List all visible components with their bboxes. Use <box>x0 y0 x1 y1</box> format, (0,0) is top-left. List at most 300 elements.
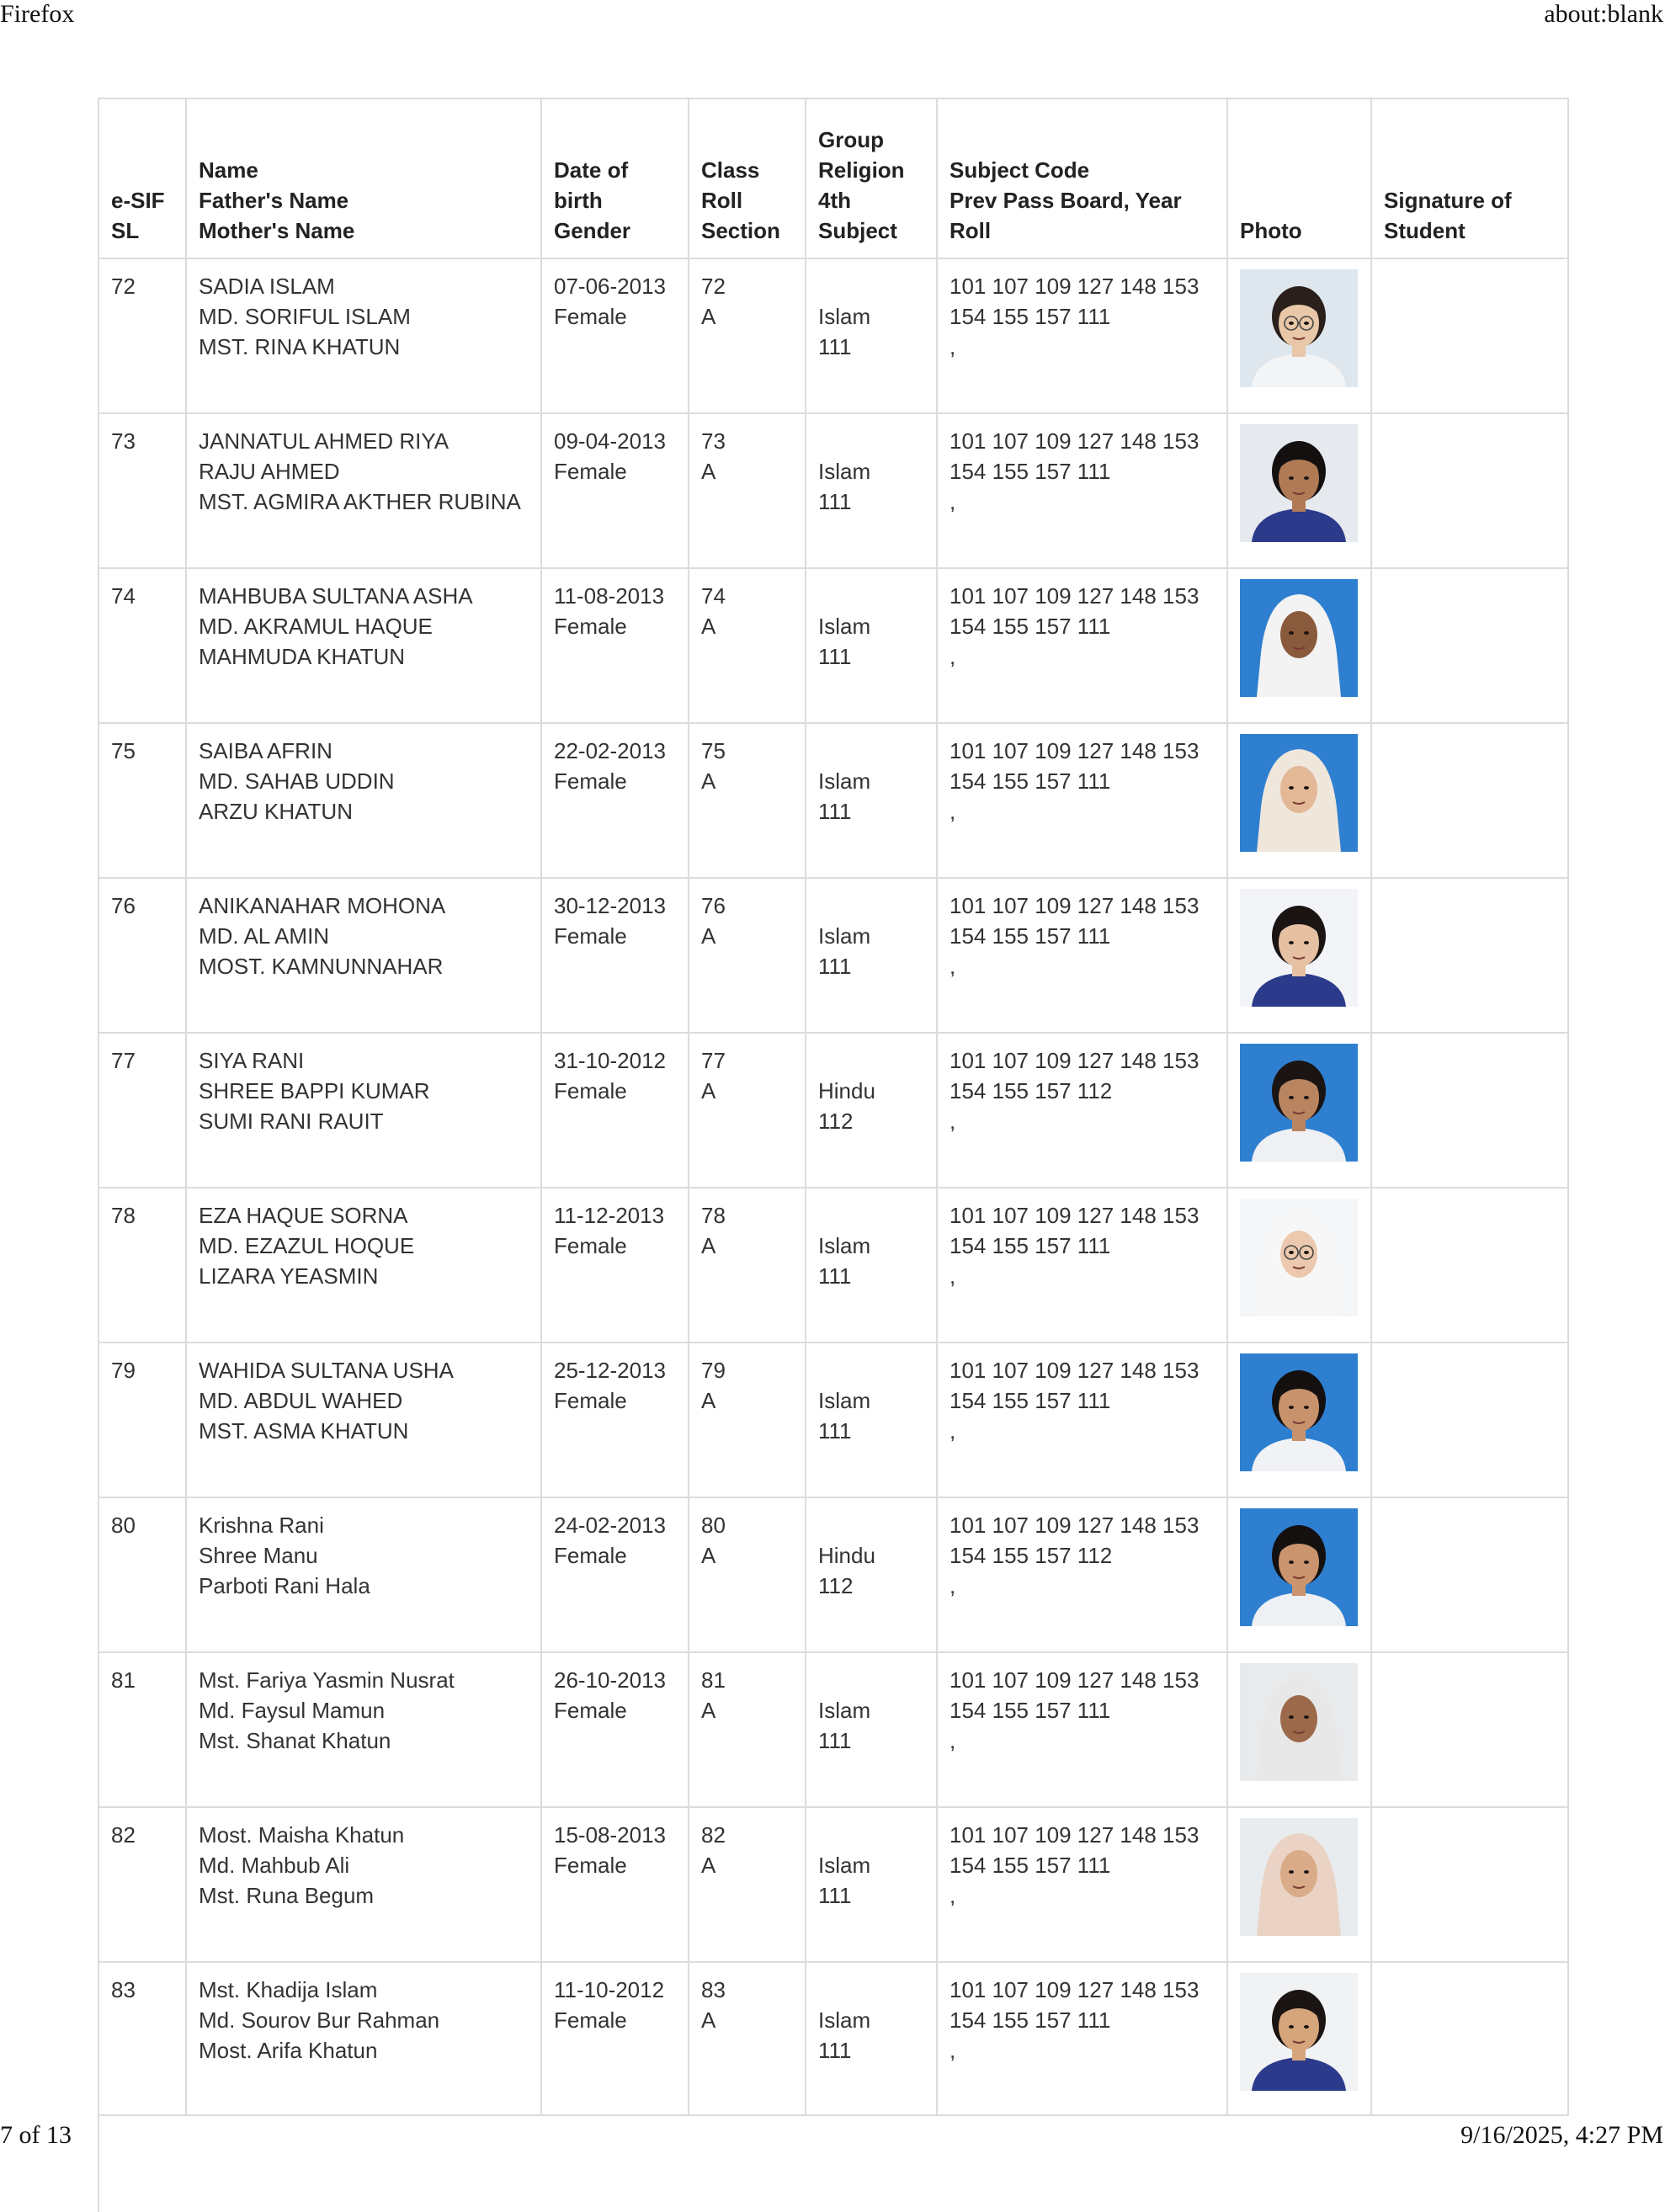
student-photo <box>1240 269 1358 387</box>
cell-subject-codes <box>937 258 1227 413</box>
header-subject: Subject Code Prev Pass Board, Year Roll <box>937 98 1227 258</box>
gender: Female <box>554 1388 627 1413</box>
father-name: SHREE BAPPI KUMAR <box>199 1078 430 1103</box>
class-roll: 74 <box>701 583 726 609</box>
student-name: JANNATUL AHMED RIYA <box>199 428 449 454</box>
fourth-subject: 112 <box>818 1109 854 1134</box>
cell-esif-sl <box>98 1497 186 1652</box>
student-photo <box>1240 1508 1358 1626</box>
header-signature: Signature of Student <box>1371 98 1568 258</box>
prev-pass-board: , <box>950 1883 956 1908</box>
subject-codes-line-2: 154 155 157 111 <box>950 768 1111 794</box>
gender: Female <box>554 1853 627 1878</box>
father-name: Md. Sourov Bur Rahman <box>199 2007 440 2033</box>
subject-codes-line-1: 101 107 109 127 148 153 <box>950 1822 1200 1848</box>
section: A <box>701 304 716 329</box>
cell-subject-codes <box>937 568 1227 723</box>
class-roll: 81 <box>701 1667 726 1693</box>
group-blank <box>818 1665 924 1695</box>
date-of-birth: 07-06-2013 <box>554 274 666 299</box>
student-photo <box>1240 1973 1358 2091</box>
prev-pass-board: , <box>950 1573 956 1598</box>
prev-pass-board: , <box>950 954 956 979</box>
fourth-subject: 111 <box>818 1883 852 1908</box>
prev-pass-board: , <box>950 1728 956 1753</box>
student-photo-image <box>1240 1353 1358 1471</box>
cell-esif-sl <box>98 1807 186 1962</box>
cell-photo <box>1227 1033 1371 1188</box>
table-row <box>98 1188 1568 1343</box>
cell-names <box>186 1343 541 1497</box>
cell-names <box>186 1188 541 1343</box>
cell-group-religion <box>806 1652 937 1807</box>
religion: Islam <box>818 2007 871 2033</box>
religion: Islam <box>818 304 871 329</box>
date-of-birth: 11-08-2013 <box>554 583 665 609</box>
subject-codes-line-1: 101 107 109 127 148 153 <box>950 1667 1200 1693</box>
cell-signature <box>1371 1188 1568 1343</box>
student-name: EZA HAQUE SORNA <box>199 1203 408 1228</box>
cell-dob-gender <box>541 1343 689 1497</box>
prev-pass-board: , <box>950 2038 956 2063</box>
mother-name: SUMI RANI RAUIT <box>199 1109 384 1134</box>
gender: Female <box>554 1233 627 1258</box>
cell-group-religion <box>806 568 937 723</box>
cell-subject-codes <box>937 1033 1227 1188</box>
esif-sl-value: 72 <box>111 274 136 299</box>
fourth-subject: 111 <box>818 1728 852 1753</box>
cell-signature <box>1371 1033 1568 1188</box>
class-roll: 82 <box>701 1822 726 1848</box>
group-blank <box>818 1045 924 1076</box>
father-name: MD. EZAZUL HOQUE <box>199 1233 415 1258</box>
mother-name: Mst. Runa Begum <box>199 1883 375 1908</box>
cell-class-roll <box>689 1033 806 1188</box>
cell-names <box>186 1497 541 1652</box>
mother-name: ARZU KHATUN <box>199 799 353 824</box>
table-row <box>98 1807 1568 1962</box>
student-name: Most. Maisha Khatun <box>199 1822 405 1848</box>
subject-codes-line-2: 154 155 157 111 <box>950 459 1111 484</box>
cell-signature <box>1371 1343 1568 1497</box>
student-name: SIYA RANI <box>199 1048 305 1073</box>
esif-sl-value: 76 <box>111 893 136 918</box>
cell-photo <box>1227 568 1371 723</box>
table-row <box>98 258 1568 413</box>
cell-esif-sl <box>98 1188 186 1343</box>
student-name: MAHBUBA SULTANA ASHA <box>199 583 473 609</box>
cell-class-roll <box>689 568 806 723</box>
father-name: MD. AL AMIN <box>199 923 330 949</box>
cell-names <box>186 568 541 723</box>
cell-subject-codes <box>937 1962 1227 2115</box>
cell-photo <box>1227 413 1371 568</box>
subject-codes-line-2: 154 155 157 111 <box>950 614 1111 639</box>
esif-sl-value: 83 <box>111 1977 136 2002</box>
cell-photo <box>1227 1807 1371 1962</box>
esif-sl-value: 73 <box>111 428 136 454</box>
header-name: Name Father's Name Mother's Name <box>186 98 541 258</box>
date-of-birth: 30-12-2013 <box>554 893 666 918</box>
subject-codes-line-1: 101 107 109 127 148 153 <box>950 274 1200 299</box>
group-blank <box>818 581 924 611</box>
cell-photo <box>1227 1497 1371 1652</box>
student-photo <box>1240 889 1358 1007</box>
group-blank <box>818 891 924 921</box>
religion: Hindu <box>818 1543 875 1568</box>
cell-signature <box>1371 258 1568 413</box>
subject-codes-line-1: 101 107 109 127 148 153 <box>950 583 1200 609</box>
mother-name: MST. ASMA KHATUN <box>199 1418 409 1444</box>
date-of-birth: 09-04-2013 <box>554 428 666 454</box>
section: A <box>701 1078 716 1103</box>
cell-class-roll <box>689 1497 806 1652</box>
mother-name: Mst. Shanat Khatun <box>199 1728 391 1753</box>
father-name: RAJU AHMED <box>199 459 340 484</box>
group-blank <box>818 1355 924 1385</box>
student-name: WAHIDA SULTANA USHA <box>199 1358 454 1383</box>
student-photo-image <box>1240 1818 1358 1936</box>
religion: Islam <box>818 768 871 794</box>
cell-dob-gender <box>541 1652 689 1807</box>
fourth-subject: 111 <box>818 799 852 824</box>
date-of-birth: 11-10-2012 <box>554 1977 665 2002</box>
page-url: about:blank <box>1544 0 1663 28</box>
fourth-subject: 111 <box>818 489 852 514</box>
class-roll: 77 <box>701 1048 726 1073</box>
cell-class-roll <box>689 723 806 878</box>
esif-sl-value: 78 <box>111 1203 136 1228</box>
student-name: Krishna Rani <box>199 1513 324 1538</box>
cell-esif-sl <box>98 1652 186 1807</box>
esif-sl-value: 75 <box>111 738 136 763</box>
cell-class-roll <box>689 1807 806 1962</box>
student-photo-image <box>1240 889 1358 1007</box>
cell-subject-codes <box>937 723 1227 878</box>
print-header <box>0 0 1665 34</box>
cell-subject-codes <box>937 1343 1227 1497</box>
header-dob: Date of birth Gender <box>541 98 689 258</box>
cell-esif-sl <box>98 1033 186 1188</box>
cell-signature <box>1371 413 1568 568</box>
cell-dob-gender <box>541 1188 689 1343</box>
cell-signature <box>1371 1652 1568 1807</box>
prev-pass-board: , <box>950 1263 956 1289</box>
religion: Islam <box>818 1233 871 1258</box>
student-photo <box>1240 1044 1358 1162</box>
prev-pass-board: , <box>950 334 956 359</box>
cell-names <box>186 413 541 568</box>
prev-pass-board: , <box>950 1109 956 1134</box>
cell-group-religion <box>806 878 937 1033</box>
cell-photo <box>1227 1652 1371 1807</box>
father-name: Shree Manu <box>199 1543 318 1568</box>
esif-sl-value: 81 <box>111 1667 136 1693</box>
class-roll: 78 <box>701 1203 726 1228</box>
cell-group-religion <box>806 1962 937 2115</box>
subject-codes-line-1: 101 107 109 127 148 153 <box>950 893 1200 918</box>
mother-name: LIZARA YEASMIN <box>199 1263 379 1289</box>
religion: Islam <box>818 459 871 484</box>
gender: Female <box>554 923 627 949</box>
cell-names <box>186 1033 541 1188</box>
table-row <box>98 878 1568 1033</box>
cell-dob-gender <box>541 413 689 568</box>
fourth-subject: 111 <box>818 1418 852 1444</box>
subject-codes-line-2: 154 155 157 111 <box>950 1233 1111 1258</box>
father-name: MD. AKRAMUL HAQUE <box>199 614 433 639</box>
cell-signature <box>1371 1807 1568 1962</box>
gender: Female <box>554 614 627 639</box>
cell-signature <box>1371 568 1568 723</box>
gender: Female <box>554 1543 627 1568</box>
religion: Islam <box>818 1698 871 1723</box>
group-blank <box>818 736 924 766</box>
subject-codes-line-2: 154 155 157 111 <box>950 1853 1111 1878</box>
father-name: MD. SAHAB UDDIN <box>199 768 395 794</box>
subject-codes-line-1: 101 107 109 127 148 153 <box>950 1977 1200 2002</box>
subject-codes-line-2: 154 155 157 112 <box>950 1078 1113 1103</box>
cell-dob-gender <box>541 258 689 413</box>
browser-title: Firefox <box>0 0 75 28</box>
cell-subject-codes <box>937 878 1227 1033</box>
mother-name: Parboti Rani Hala <box>199 1573 370 1598</box>
cell-group-religion <box>806 1188 937 1343</box>
fourth-subject: 111 <box>818 1263 852 1289</box>
subject-codes-line-2: 154 155 157 111 <box>950 1388 1111 1413</box>
esif-sl-value: 77 <box>111 1048 136 1073</box>
cell-esif-sl <box>98 258 186 413</box>
cell-photo <box>1227 1343 1371 1497</box>
student-photo-image <box>1240 734 1358 852</box>
date-of-birth: 11-12-2013 <box>554 1203 665 1228</box>
table-row <box>98 723 1568 878</box>
fourth-subject: 111 <box>818 954 852 979</box>
student-photo-image <box>1240 269 1358 387</box>
student-name: Mst. Fariya Yasmin Nusrat <box>199 1667 455 1693</box>
esif-sl-value: 74 <box>111 583 136 609</box>
date-of-birth: 15-08-2013 <box>554 1822 666 1848</box>
class-roll: 83 <box>701 1977 726 2002</box>
gender: Female <box>554 768 627 794</box>
group-blank <box>818 1820 924 1850</box>
student-roster-sheet <box>98 98 1567 2212</box>
religion: Islam <box>818 1388 871 1413</box>
section: A <box>701 768 716 794</box>
cell-group-religion <box>806 723 937 878</box>
student-name: SAIBA AFRIN <box>199 738 332 763</box>
cell-signature <box>1371 1962 1568 2115</box>
table-row <box>98 1033 1568 1188</box>
table-body <box>98 258 1568 2212</box>
cell-photo <box>1227 878 1371 1033</box>
cell-photo <box>1227 258 1371 413</box>
cell-esif-sl <box>98 413 186 568</box>
date-of-birth: 31-10-2012 <box>554 1048 666 1073</box>
date-of-birth: 26-10-2013 <box>554 1667 666 1693</box>
student-photo-image <box>1240 1973 1358 2091</box>
mother-name: MST. AGMIRA AKTHER RUBINA <box>199 489 521 514</box>
section: A <box>701 459 716 484</box>
table-row <box>98 1962 1568 2115</box>
father-name: Md. Faysul Mamun <box>199 1698 386 1723</box>
cell-esif-sl <box>98 568 186 723</box>
cell-dob-gender <box>541 878 689 1033</box>
cell-subject-codes <box>937 1188 1227 1343</box>
student-photo <box>1240 1663 1358 1781</box>
prev-pass-board: , <box>950 1418 956 1444</box>
class-roll: 72 <box>701 274 726 299</box>
class-roll: 73 <box>701 428 726 454</box>
section: A <box>701 1853 716 1878</box>
gender: Female <box>554 1698 627 1723</box>
cell-esif-sl <box>98 723 186 878</box>
subject-codes-line-2: 154 155 157 111 <box>950 923 1111 949</box>
student-name: SADIA ISLAM <box>199 274 335 299</box>
cell-photo <box>1227 1962 1371 2115</box>
prev-pass-board: , <box>950 644 956 669</box>
cell-group-religion <box>806 413 937 568</box>
header-class: Class Roll Section <box>689 98 806 258</box>
cell-class-roll <box>689 258 806 413</box>
group-blank <box>818 1975 924 2005</box>
cell-dob-gender <box>541 1497 689 1652</box>
student-photo <box>1240 1818 1358 1936</box>
cell-group-religion <box>806 1497 937 1652</box>
cell-dob-gender <box>541 1807 689 1962</box>
student-photo-image <box>1240 424 1358 542</box>
cell-class-roll <box>689 1188 806 1343</box>
subject-codes-line-1: 101 107 109 127 148 153 <box>950 1048 1200 1073</box>
cell-subject-codes <box>937 1497 1227 1652</box>
prev-pass-board: , <box>950 489 956 514</box>
cell-dob-gender <box>541 568 689 723</box>
table-header <box>98 98 1568 258</box>
section: A <box>701 1543 716 1568</box>
cell-class-roll <box>689 1343 806 1497</box>
header-esif: e-SIF SL <box>98 98 186 258</box>
class-roll: 76 <box>701 893 726 918</box>
student-photo <box>1240 1353 1358 1471</box>
gender: Female <box>554 2007 627 2033</box>
student-photo <box>1240 579 1358 697</box>
cell-signature <box>1371 723 1568 878</box>
student-photo-image <box>1240 1508 1358 1626</box>
cell-signature <box>1371 878 1568 1033</box>
student-name: ANIKANAHAR MOHONA <box>199 893 446 918</box>
section: A <box>701 1698 716 1723</box>
date-of-birth: 22-02-2013 <box>554 738 666 763</box>
header-photo: Photo <box>1227 98 1371 258</box>
esif-sl-value: 82 <box>111 1822 136 1848</box>
cell-group-religion <box>806 1807 937 1962</box>
student-photo <box>1240 424 1358 542</box>
religion: Hindu <box>818 1078 875 1103</box>
cell-dob-gender <box>541 1962 689 2115</box>
father-name: MD. SORIFUL ISLAM <box>199 304 411 329</box>
cell-subject-codes <box>937 1652 1227 1807</box>
cell-names <box>186 723 541 878</box>
student-roster-table <box>98 98 1569 2212</box>
table-row <box>98 1497 1568 1652</box>
mother-name: Most. Arifa Khatun <box>199 2038 378 2063</box>
table-row <box>98 1343 1568 1497</box>
section: A <box>701 923 716 949</box>
religion: Islam <box>818 614 871 639</box>
cell-dob-gender <box>541 1033 689 1188</box>
table-row <box>98 568 1568 723</box>
cell-esif-sl <box>98 1962 186 2115</box>
cell-esif-sl <box>98 1343 186 1497</box>
print-datetime: 9/16/2025, 4:27 PM <box>1460 2121 1663 2149</box>
student-photo-image <box>1240 579 1358 697</box>
esif-sl-value: 79 <box>111 1358 136 1383</box>
group-blank <box>818 271 924 301</box>
group-blank <box>818 1200 924 1231</box>
mother-name: MAHMUDA KHATUN <box>199 644 406 669</box>
subject-codes-line-1: 101 107 109 127 148 153 <box>950 1203 1200 1228</box>
cell-names <box>186 878 541 1033</box>
cell-group-religion <box>806 1033 937 1188</box>
subject-codes-line-2: 154 155 157 111 <box>950 304 1111 329</box>
table-row <box>98 1652 1568 1807</box>
header-group: Group Religion 4th Subject <box>806 98 937 258</box>
cell-group-religion <box>806 1343 937 1497</box>
student-photo <box>1240 734 1358 852</box>
subject-codes-line-1: 101 107 109 127 148 153 <box>950 1513 1200 1538</box>
cell-class-roll <box>689 413 806 568</box>
cell-subject-codes <box>937 413 1227 568</box>
cell-names <box>186 1962 541 2115</box>
father-name: Md. Mahbub Ali <box>199 1853 350 1878</box>
mother-name: MOST. KAMNUNNAHAR <box>199 954 444 979</box>
page-number: 7 of 13 <box>0 2121 72 2149</box>
cell-group-religion <box>806 258 937 413</box>
gender: Female <box>554 1078 627 1103</box>
section: A <box>701 614 716 639</box>
class-roll: 79 <box>701 1358 726 1383</box>
group-blank <box>818 426 924 456</box>
fourth-subject: 111 <box>818 644 852 669</box>
esif-sl-value: 80 <box>111 1513 136 1538</box>
cell-subject-codes <box>937 1807 1227 1962</box>
mother-name: MST. RINA KHATUN <box>199 334 401 359</box>
class-roll: 75 <box>701 738 726 763</box>
cell-class-roll <box>689 878 806 1033</box>
subject-codes-line-2: 154 155 157 111 <box>950 2007 1111 2033</box>
cell-photo <box>1227 723 1371 878</box>
cell-photo <box>1227 1188 1371 1343</box>
student-photo-image <box>1240 1663 1358 1781</box>
cell-signature <box>1371 1497 1568 1652</box>
subject-codes-line-1: 101 107 109 127 148 153 <box>950 738 1200 763</box>
table-row <box>98 413 1568 568</box>
cell-class-roll <box>689 1962 806 2115</box>
prev-pass-board: , <box>950 799 956 824</box>
cell-names <box>186 258 541 413</box>
class-roll: 80 <box>701 1513 726 1538</box>
subject-codes-line-1: 101 107 109 127 148 153 <box>950 1358 1200 1383</box>
cell-class-roll <box>689 1652 806 1807</box>
gender: Female <box>554 459 627 484</box>
subject-codes-line-2: 154 155 157 111 <box>950 1698 1111 1723</box>
section: A <box>701 1388 716 1413</box>
section: A <box>701 1233 716 1258</box>
student-photo-image <box>1240 1044 1358 1162</box>
section: A <box>701 2007 716 2033</box>
religion: Islam <box>818 1853 871 1878</box>
cell-names <box>186 1652 541 1807</box>
